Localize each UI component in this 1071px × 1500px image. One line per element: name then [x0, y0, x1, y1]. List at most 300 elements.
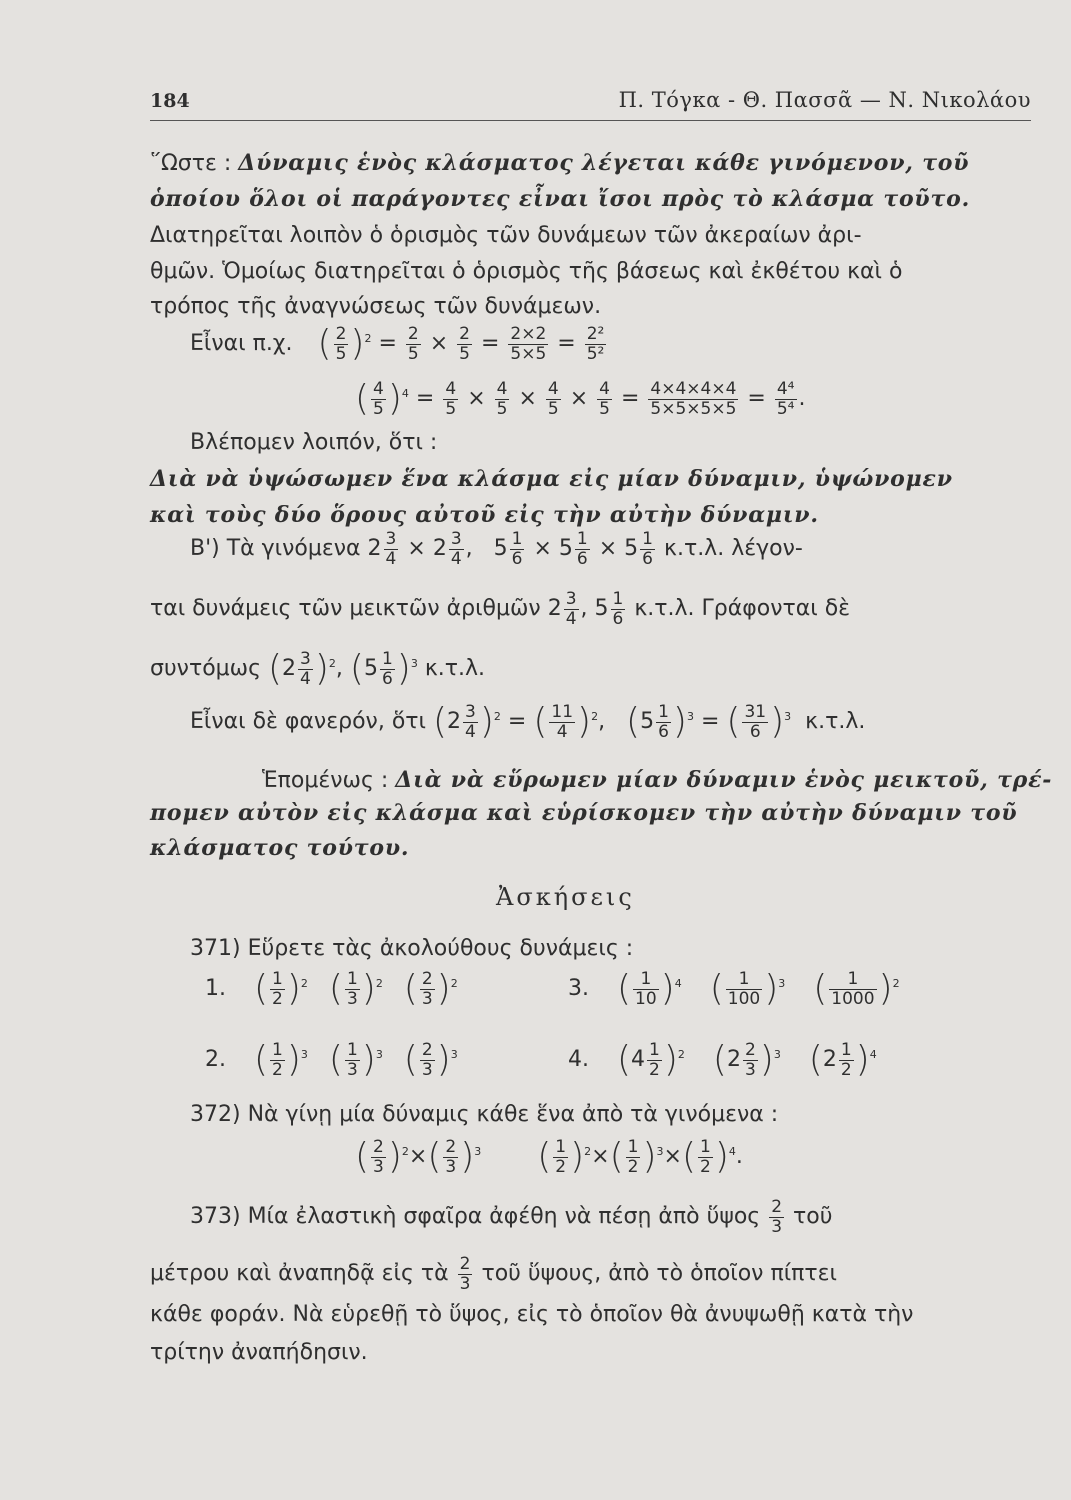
denominator: 6 [381, 668, 393, 689]
paren: ( [432, 701, 448, 743]
denominator: 4 [300, 668, 311, 689]
conclusion-line-3: κλάσματος τούτου. [150, 835, 410, 861]
paragraph-line-5: τρόπος τῆς ἀναγνώσεως τῶν δυνάμεων. [150, 294, 602, 319]
paren: ( [328, 968, 343, 1010]
paren: ) [286, 968, 301, 1010]
fraction [371, 1138, 386, 1176]
denominator: 3 [459, 1273, 471, 1294]
numerator: 1 [649, 1040, 660, 1060]
fraction [546, 380, 561, 418]
numerator: 2 [373, 1137, 384, 1157]
exercise-371-row-2b [568, 1041, 877, 1079]
exponent: 2 [591, 709, 599, 723]
example-label: Εἶναι π.χ. [190, 331, 293, 357]
paren: ) [286, 1039, 301, 1081]
equals: = [415, 386, 435, 412]
denominator: 2 [555, 1156, 567, 1177]
paren: ) [460, 1136, 475, 1178]
fraction [626, 1138, 641, 1176]
fraction [420, 1041, 435, 1079]
paren: ) [855, 1039, 870, 1081]
fraction [611, 590, 626, 628]
denominator: 6 [511, 548, 523, 569]
exponent: 4 [401, 386, 409, 400]
numerator: 2 [744, 1040, 756, 1060]
obvious-line [190, 703, 865, 741]
fraction [457, 325, 472, 363]
denominator: 4 [385, 548, 397, 569]
denominator: 5 [459, 343, 470, 364]
exponent: 3 [474, 1144, 482, 1158]
hoste-word: ῞Ωστε : [150, 151, 232, 176]
mixed-products-line [190, 530, 803, 568]
comma: , [335, 656, 343, 682]
fraction [829, 970, 876, 1008]
paren: ( [709, 968, 724, 1010]
numerator: 2 [771, 1197, 783, 1217]
denominator: 2 [627, 1156, 639, 1177]
denominator: 2 [840, 1059, 852, 1080]
fraction [656, 703, 671, 741]
paragraph-line-4: θμῶν. Ὁμοίως διατηρεῖται ὁ ὁρισμὸς τῆς βάσεως καὶ ἐκθέτου καὶ ὁ [150, 259, 903, 284]
conclusion-line-1 [262, 767, 1052, 793]
numerator: 4 [445, 379, 457, 399]
times: × [663, 1144, 682, 1170]
denominator: 2 [272, 1059, 283, 1080]
times: × [518, 386, 537, 412]
exercise-372-prompt: 372) Νὰ γίνῃ μία δύναμις κάθε ἕνα ἀπὸ τὰ γινόμενα : [190, 1102, 779, 1127]
formula-inline [767, 1198, 786, 1236]
denominator: 6 [642, 548, 653, 569]
denominator: 100 [727, 988, 761, 1009]
text-span: 373) Μία ἐλαστικὴ σφαῖρα ἀφέθη νὰ πέσῃ ἀπὸ ὕψος [190, 1204, 761, 1230]
times: × [591, 1144, 610, 1170]
denominator: 2 [272, 988, 283, 1009]
paren: ) [387, 1136, 402, 1178]
numerator: 2² [586, 324, 605, 344]
numerator: 2 [445, 1137, 457, 1157]
definition-text: Δύναμις ἑνὸς κλάσματος λέγεται κάθε γινόμενον, τοῦ [238, 150, 970, 176]
numerator: 2 [459, 1254, 471, 1274]
numerator: 4⁴ [776, 379, 795, 399]
paren: ( [355, 1136, 370, 1178]
fraction [270, 1041, 285, 1079]
fraction [647, 1041, 662, 1079]
numerator: 1 [726, 970, 762, 990]
denominator: 5×5×5×5 [650, 398, 737, 419]
exercise-371-row-2 [205, 1041, 458, 1079]
running-header [150, 86, 1031, 121]
fraction [458, 1255, 473, 1293]
exercise-371-row-1b [568, 970, 900, 1008]
whole: 2 [726, 1047, 741, 1073]
exponent: 3 [784, 709, 792, 723]
paren: ( [813, 968, 828, 1010]
denominator: 6 [658, 721, 669, 742]
period: . [735, 1144, 743, 1170]
exponent: 2 [300, 976, 308, 990]
denominator: 6 [612, 608, 624, 629]
formula-short [268, 650, 418, 688]
exponent: 3 [300, 1047, 308, 1061]
comma: , [465, 536, 473, 562]
times: × [569, 386, 589, 412]
exponent: 2 [677, 1047, 685, 1061]
equals: = [507, 709, 527, 735]
paren: ) [436, 968, 451, 1010]
definition-text-2: ὁποίου ὅλοι οἱ παράγοντες εἶναι ἴσοι πρὸς τὸ κλάσμα τοῦτο. [150, 186, 971, 212]
formula-products [368, 530, 657, 568]
exercise-371-row-1 [205, 970, 458, 1008]
text-span: κ.τ.λ. Γράφονται δὲ [634, 596, 851, 622]
denominator: 5 [496, 398, 508, 419]
paren: ) [387, 378, 402, 420]
fraction [549, 703, 575, 741]
formula-1 [318, 325, 609, 363]
rule-text-1: Διὰ νὰ ὑψώσωμεν ἕνα κλάσμα εἰς μίαν δύναμιν, ὑψώνομεν [150, 466, 953, 492]
times: × [467, 386, 486, 412]
numerator: 3 [565, 589, 577, 609]
numerator: 1 [633, 970, 659, 990]
fraction [443, 380, 458, 418]
fraction [371, 380, 386, 418]
formula-row [205, 1041, 458, 1079]
numerator: 1 [642, 529, 653, 549]
text-span: Ἑπομένως : [262, 768, 389, 793]
fraction [743, 1041, 758, 1079]
text-span: Εἶναι δὲ φανερόν, ὅτι [190, 709, 426, 735]
section-title: Ἀσκήσεις [496, 883, 635, 911]
denominator: 3 [744, 1059, 756, 1080]
paren: ) [770, 701, 785, 743]
denominator: 3 [373, 1156, 384, 1177]
paren: ( [427, 1136, 442, 1178]
numerator: 3 [450, 529, 462, 549]
exercise-371-prompt: 371) Εὕρετε τὰς ἀκολούθους δυνάμεις : [190, 936, 634, 961]
fraction [345, 970, 360, 1008]
fraction [380, 650, 395, 688]
numerator: 2 [335, 324, 347, 344]
numerator: 1 [627, 1137, 639, 1157]
denominator: 5 [373, 398, 384, 419]
example-line-2 [355, 380, 806, 418]
paren: ) [396, 648, 411, 690]
fraction [443, 1138, 458, 1176]
text-span: ται δυνάμεις τῶν μεικτῶν ἀριθμῶν [150, 596, 541, 622]
numerator: 11 [551, 702, 574, 722]
short-notation-line [150, 650, 485, 688]
whole: 2 [367, 536, 382, 562]
authors: Π. Τόγκα - Θ. Πασσᾶ — Ν. Νικολάου [618, 88, 1031, 112]
exponent: 2 [375, 976, 383, 990]
exponent: 2 [364, 331, 372, 345]
denominator: 3 [445, 1156, 457, 1177]
exponent: 2 [328, 656, 336, 670]
times: × [407, 536, 426, 562]
times: × [598, 536, 618, 562]
exercise-373-line-3: κάθε φοράν. Νὰ εὑρεθῇ τὸ ὕψος, εἰς τὸ ὁποῖον θὰ ἀνυψωθῇ κατὰ τὴν [150, 1302, 914, 1327]
numerator: 31 [744, 702, 767, 722]
text-span: Β') Τὰ γινόμενα [190, 536, 361, 562]
paren: ( [253, 1039, 269, 1081]
paren: ) [878, 968, 893, 1010]
whole: 5 [493, 536, 508, 562]
equals: = [620, 386, 640, 412]
paren: ( [626, 701, 641, 743]
formula-row [568, 1041, 877, 1079]
formula-obvious [433, 703, 791, 741]
fraction [726, 970, 762, 1008]
numerator: 1 [700, 1137, 711, 1157]
whole: 5 [594, 596, 609, 622]
formula-row [205, 970, 458, 1008]
fraction [775, 380, 797, 418]
fraction [345, 1041, 360, 1079]
numerator: 1 [272, 969, 283, 989]
numerator: 1 [346, 969, 358, 989]
denominator: 5⁴ [776, 398, 795, 419]
numerator: 1 [829, 970, 876, 990]
conclusion-line-2: πομεν αὐτὸν εἰς κλάσμα καὶ εὑρίσκομεν τὴν αὐτὴν δύναμιν τοῦ [150, 800, 1018, 826]
item-label: 3. [568, 976, 589, 1002]
numerator: 4 [547, 379, 559, 399]
fraction [597, 380, 612, 418]
comma: , [598, 709, 606, 735]
fraction [449, 530, 464, 568]
rule-text: Διὰ νὰ εὕρωμεν μίαν δύναμιν ἑνὸς μεικτοῦ, τρέ- [395, 767, 1053, 793]
denominator: 2 [700, 1156, 711, 1177]
paren: ( [616, 968, 632, 1010]
whole: 5 [558, 536, 573, 562]
whole: 2 [447, 709, 462, 735]
numerator: 1 [272, 1040, 283, 1060]
exponent: 2 [401, 1144, 409, 1158]
denominator: 1000 [831, 988, 875, 1009]
numerator: 3 [300, 649, 311, 669]
exponent: 4 [728, 1144, 736, 1158]
denominator: 6 [576, 548, 588, 569]
paren: ) [350, 323, 365, 365]
whole: 2 [822, 1047, 837, 1073]
fraction [839, 1041, 854, 1079]
paren: ( [355, 378, 370, 420]
whole: 2 [432, 536, 447, 562]
denominator: 10 [635, 988, 657, 1009]
exercise-372-products [355, 1138, 743, 1176]
times: × [429, 331, 449, 357]
numerator: 1 [346, 1040, 358, 1060]
denominator: 3 [421, 988, 433, 1009]
numerator: 1 [658, 702, 669, 722]
exponent: 4 [869, 1047, 877, 1061]
formula-row [568, 970, 900, 1008]
numerator: 2 [407, 324, 419, 344]
numerator: 4 [373, 379, 384, 399]
paren: ( [712, 1039, 727, 1081]
exponent: 3 [450, 1047, 458, 1061]
text-span: κ.τ.λ. λέγον- [663, 536, 803, 562]
fraction [585, 325, 607, 363]
fraction [769, 1198, 784, 1236]
comma: , [580, 596, 588, 622]
denominator: 4 [465, 721, 476, 742]
denominator: 3 [346, 1059, 358, 1080]
page-number: 184 [150, 90, 190, 112]
paren: ) [714, 1136, 729, 1178]
numerator: 2×2 [510, 324, 547, 344]
numerator: 1 [511, 529, 523, 549]
paren: ) [764, 968, 779, 1010]
paren: ( [537, 1136, 552, 1178]
mixed-numbers-line [150, 590, 850, 628]
numerator: 4 [496, 379, 508, 399]
whole: 5 [363, 656, 378, 682]
text-span: κ.τ.λ. [424, 656, 486, 682]
denominator: 5² [586, 343, 605, 364]
equals: = [557, 331, 576, 357]
numerator: 1 [381, 649, 393, 669]
item-label: 1. [205, 976, 226, 1002]
times: × [408, 1144, 428, 1170]
exercise-373-line-2 [150, 1255, 837, 1293]
fraction [495, 380, 510, 418]
paren: ) [479, 701, 494, 743]
fraction [420, 970, 435, 1008]
paren: ( [609, 1136, 624, 1178]
text-span: κ.τ.λ. [805, 709, 866, 735]
denominator: 4 [556, 721, 568, 742]
paren: ( [616, 1039, 632, 1081]
fraction [463, 703, 478, 741]
paren: ) [672, 701, 687, 743]
text-span: μέτρου καὶ ἀναπηδᾷ εἰς τὰ [150, 1261, 449, 1287]
denominator: 2 [649, 1059, 660, 1080]
exercise-373-line-1 [190, 1198, 832, 1236]
denominator: 4 [450, 548, 462, 569]
paren: ( [268, 648, 283, 690]
denominator: 5 [547, 398, 559, 419]
paren: ( [253, 968, 269, 1010]
denominator: 3 [346, 988, 358, 1009]
period: . [798, 386, 806, 412]
exponent: 3 [410, 656, 418, 670]
exponent: 3 [656, 1144, 664, 1158]
paren: ( [403, 1039, 418, 1081]
text-span: συντόμως [150, 656, 261, 682]
paren: ) [759, 1039, 774, 1081]
fraction [698, 1138, 713, 1176]
paragraph-line-8: Βλέπομεν λοιπόν, ὅτι : [190, 430, 438, 455]
fraction [406, 325, 421, 363]
exercise-373-line-4: τρίτην ἀναπήδησιν. [150, 1340, 368, 1365]
equals: = [378, 331, 397, 357]
exponent: 2 [892, 976, 900, 990]
paren: ) [314, 648, 329, 690]
paren: ( [328, 1039, 343, 1081]
formula-row [355, 1138, 743, 1176]
paren: ) [577, 701, 592, 743]
exponent: 2 [493, 709, 501, 723]
numerator: 1 [576, 529, 588, 549]
example-line-1 [190, 325, 608, 363]
fraction [742, 703, 768, 741]
formula-mixed [548, 590, 628, 628]
exponent: 2 [584, 1144, 592, 1158]
paragraph-line-3: Διατηρεῖται λοιπὸν ὁ ὁρισμὸς τῶν δυνάμεων τῶν ἀκεραίων ἀρι- [150, 223, 862, 248]
numerator: 2 [421, 1040, 433, 1060]
denominator: 3 [771, 1216, 783, 1237]
fraction [384, 530, 399, 568]
denominator: 5×5 [510, 343, 547, 364]
equals: = [480, 331, 500, 357]
fraction [270, 970, 285, 1008]
fraction [508, 325, 548, 363]
exponent: 2 [450, 976, 458, 990]
paren: ) [660, 968, 675, 1010]
text-span: τοῦ [793, 1204, 833, 1230]
paren: ) [361, 1039, 376, 1081]
denominator: 5 [407, 343, 419, 364]
fraction [510, 530, 525, 568]
denominator: 3 [421, 1059, 433, 1080]
paren: ( [808, 1039, 823, 1081]
numerator: 2 [421, 969, 433, 989]
numerator: 1 [840, 1040, 852, 1060]
exponent: 3 [773, 1047, 781, 1061]
paren: ( [726, 701, 741, 743]
times: × [533, 536, 552, 562]
fraction [575, 530, 590, 568]
whole: 4 [631, 1047, 646, 1073]
item-label: 4. [568, 1047, 589, 1073]
paren: ( [349, 648, 364, 690]
paren: ( [403, 968, 418, 1010]
rule-text-2: καὶ τοὺς δύο ὅρους αὐτοῦ εἰς τὴν αὐτὴν δύναμιν. [150, 502, 819, 528]
denominator: 5 [335, 343, 347, 364]
numerator: 2 [459, 324, 470, 344]
denominator: 6 [749, 721, 761, 742]
fraction [640, 530, 655, 568]
paren: ( [681, 1136, 696, 1178]
denominator: 5 [599, 398, 610, 419]
exponent: 3 [686, 709, 694, 723]
whole: 5 [640, 709, 655, 735]
whole: 2 [282, 656, 297, 682]
paren: ( [317, 323, 332, 365]
item-label: 2. [205, 1047, 226, 1073]
exponent: 3 [778, 976, 786, 990]
fraction [298, 650, 313, 688]
numerator: 1 [612, 589, 624, 609]
fraction [334, 325, 349, 363]
fraction [648, 380, 738, 418]
numerator: 4×4×4×4 [650, 379, 737, 399]
paren: ) [642, 1136, 657, 1178]
fraction [633, 970, 659, 1008]
text-span: τοῦ ὕψους, ἀπὸ τὸ ὁποῖον πίπτει [481, 1261, 837, 1287]
paren: ) [436, 1039, 451, 1081]
fraction [564, 590, 579, 628]
whole: 2 [547, 596, 562, 622]
whole: 5 [624, 536, 639, 562]
line-definition [150, 150, 969, 176]
paren: ( [533, 701, 548, 743]
exponent: 3 [375, 1047, 383, 1061]
equals: = [747, 386, 766, 412]
denominator: 4 [565, 608, 577, 629]
formula-2 [355, 380, 806, 418]
numerator: 1 [555, 1137, 567, 1157]
